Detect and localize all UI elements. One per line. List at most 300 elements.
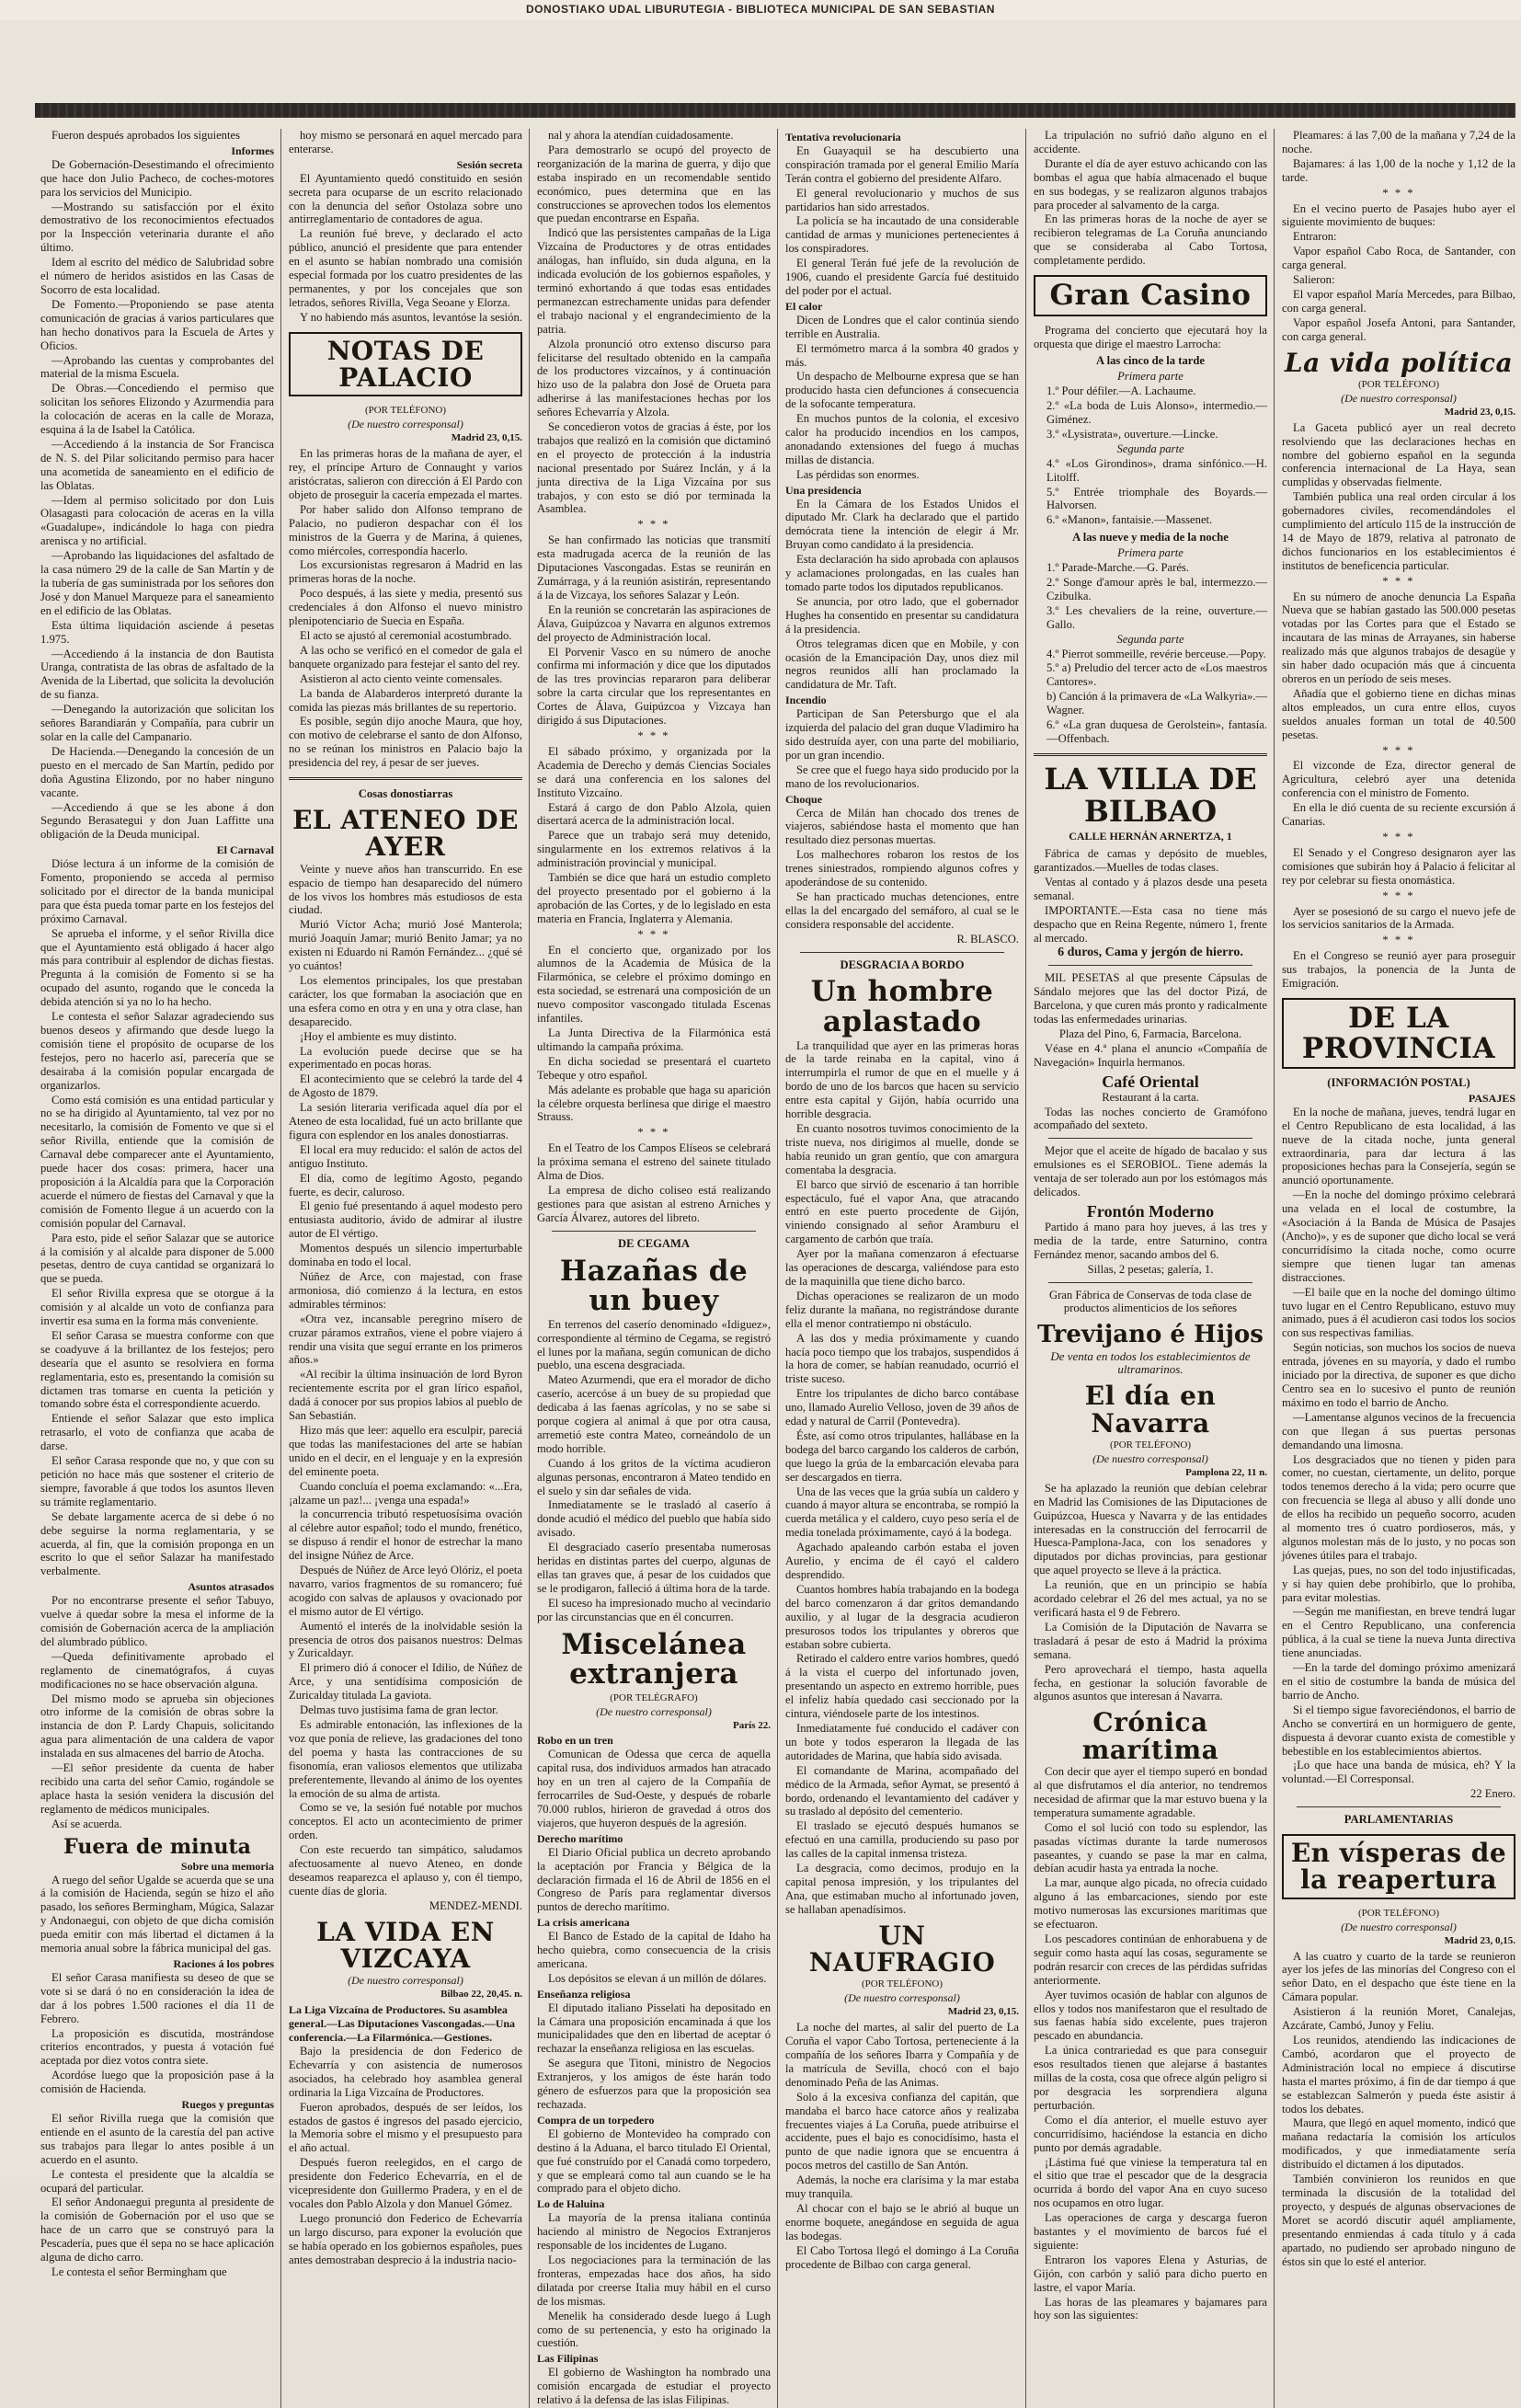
paragraph: Las pérdidas son enormes. [796,467,920,481]
program-item: 3.º «Lysistrata», ouverture.—Lincke. [1046,427,1218,441]
program-item: b) Canción á la primavera de «La Walkyria».—Wagner. [1046,690,1267,717]
paragraph: Los malhechores robaron los restos de los trenes siniestrados, rompiendo algunos cofres y apoderándose de su contenido. [785,848,1019,889]
paragraph: —Idem al permiso solicitado por don Luis Olasagasti para colocación de aceras en la villa «Guadalupe», indicándole lo haga con piedra arenisca y no artificial. [40,493,274,548]
paragraph: La evolución puede decirse que se ha experimentado en pocas horas. [289,1044,522,1072]
paragraph: —Accediendo á la instancia de Sor Francisca de N. S. del Pilar solicitando permiso para hacer una acometida de saneamiento en el edificio de las Oblatas. [40,437,274,492]
program-item: 1.º Pour défiler.—A. Lachaume. [1046,384,1196,398]
signature: MENDEZ-MENDI. [429,1898,522,1912]
subheading: Segunda parte [1116,441,1184,455]
ad-text: MIL PESETAS al que presente Cápsulas de Sándalo mejores que las del doctor Pizá, de Barcelona, y que curen más pronto y radicalmente todas las enfermedades urinarias. [1034,971,1267,1026]
byline: (POR TELÉFONO) [1109,1439,1192,1451]
paragraph: El vapor español María Mercedes, para Bilbao, con carga general. [1282,287,1515,315]
paragraph: De Hacienda.—Denegando la concesión de un puesto en el mercado de San Martín, pedido por doña Agustina Elizondo, por no haber ninguno vacante. [40,744,274,799]
paragraph: Le contesta el señor Salazar agradeciendo sus buenos deseos y afirmando que desde luego la comisión tiene el propósito de ocuparse de los festejos, pero no hacerlo así, parecería que se desairaba á la comisión popular encargada de organizarlos. [40,1010,274,1092]
paragraph: Es posible, según dijo anoche Maura, que hoy, con motivo de celebrarse el santo de don Alfonso, no se reúnan los ministros en Palacio bajo la presidencia del rey, á pesar de ser jueves. [289,715,522,770]
separator: * * * [637,1126,670,1140]
program-item: 5.º Entrée triomphale des Boyards.—Halvorsen. [1046,485,1267,512]
separator: * * * [637,728,670,742]
ad-text: Restaurant á la carta. [1102,1090,1199,1104]
paragraph: El desgraciado caserío presentaba numerosas heridas en distintas partes del cuerpo, algunas de ellas tan graves que, á pesar de los cuidados que se le prodigaron, falleció á última hora de la tarde. [537,1541,771,1595]
section-headline: EL ATENEO DE AYER [292,804,519,863]
subheading: PARLAMENTARIAS [1344,1813,1454,1827]
paragraph: Por haber salido don Alfonso temprano de Palacio, no pudieron despachar con él los ministros de la Guerra y de Marina, á quienes, como miércoles, correspondía hacerlo. [289,502,522,557]
dateline: Madrid 23, 0,15. [451,432,522,444]
paragraph: Si el tiempo sigue favoreciéndonos, el barrio de Ancho se convertirá en un hormiguero de gente, dispuesta á devorar cuanto exista de comestible y bebestible en los establecimientos abiertos. [1282,1703,1515,1758]
separator: * * * [1382,186,1415,200]
paragraph: Esta declaración ha sido aprobada con aplausos y aclamaciones prolongadas, en las cuales han tomado parte todos los diputados republicanos. [785,553,1019,593]
paragraph: Como se ve, la sesión fué notable por muchos conceptos. El acto un acontecimiento de primer orden. [289,1801,522,1842]
paragraph: Del mismo modo se aprueba sin objeciones otro informe de la comisión de obras sobre la instancia de don P. Lardy Chapuis, solicitando agua para alimentación de una caldera de vapor instalada en sus almacenes del barrio de Atocha. [40,1691,274,1760]
paragraph: —En la tarde del domingo próximo amenizará en el sitio de costumbre la banda de música del barrio de Ancho. [1282,1661,1515,1702]
paragraph: Un despacho de Melbourne expresa que se han producido hasta cien defunciones á consecuencia de la sofocante temperatura. [785,370,1019,411]
separator: * * * [637,518,670,532]
ad-text: Sillas, 2 pesetas; galería, 1. [1087,1262,1214,1276]
paragraph: Ayer tuvimos ocasión de hablar con algunos de ellos y todos nos manifestaron que el resultado de sus faenas había sido excelente, pues trajeron pescado en abundancia. [1034,1988,1267,2043]
column-5 [1030,129,1271,2408]
paragraph: —Lamentanse algunos vecinos de la frecuencia con que llegan á sus puertas personas demandando una limosna. [1282,1410,1515,1451]
paragraph: El Ayuntamiento quedó constituido en sesión secreta para ocuparse de un escrito relacionado con la denuncia del señor Ostolaza sobre uno antirreglamentario de contadores de agua. [289,171,522,226]
columns [37,129,1519,2407]
program-item: 4.º «Los Girondinos», drama sinfónico.—H. Litolff. [1046,456,1267,484]
paragraph: Las horas de las pleamares y bajamares para hoy son las siguientes: [1034,2295,1267,2322]
kicker: DESGRACIA A BORDO [840,957,965,971]
subheading: A las cinco de la tarde [1096,354,1205,368]
paragraph: En la reunión se concretarán las aspiraciones de Álava, Guipúzcoa y Navarra en algunos extremos del proyecto de Administración local. [537,602,771,644]
section-headline: El día en Navarra [1084,1381,1217,1439]
ad-title: Café Oriental [1102,1072,1199,1091]
subheading: Compra de un torpedero [537,2113,655,2127]
paragraph: Salieron: [1293,273,1335,287]
section-headline: Gran Casino [1034,275,1267,316]
paragraph: Cuando concluía el poema exclamando: «...Era, ¡alzame un paz!... ¡venga una espada!» [289,1479,522,1507]
program-item: 6.º «La gran duquesa de Gerolstein», fantasía.—Offenbach. [1046,718,1267,745]
paragraph: Poco después, á las siete y media, presentó sus credenciales á don Alfonso el nuevo ministro plenipotenciario de Suecia en España. [289,587,522,628]
section-headline: NOTAS DE PALACIO [289,332,522,397]
paragraph: Entre los tripulantes de dicho barco contábase uno, llamado Aurelio Velloso, joven de 39 años de edad y natural de Carril (Pontevedra). [785,1387,1019,1428]
subheading: El Carnaval [216,843,274,857]
divider [800,952,1004,953]
section-headline: En vísperas de la reapertura [1282,1834,1515,1899]
separator: * * * [1382,889,1415,902]
separator: * * * [1382,574,1415,588]
paragraph: En la Cámara de los Estados Unidos el diputado Mr. Clark ha declarado que el partido demócrata tiene la intención de elegir á Mr. Bruyan como candidato á la presidencia. [785,497,1019,552]
subheading: La Liga Vizcaína de Productores. Su asamblea general.—Las Diputaciones Vascongadas.—Una conferencia.—La Filarmónica.—Gestiones. [289,2003,516,2045]
divider [1048,965,1252,966]
paragraph: Como está comisión es una entidad particular y no se ha dirigido al Ayuntamiento, tal vez por no necesitarlo, la comisión de Fomento ve que si el señor Rivilla, entiende que la comisión de Carnaval debe comparecer ante el Ayuntamiento, puede hacer dos cosas: primera, hacer una proposición á la Alcaldía para que la Corporación acuerde el número de fiestas del Carnaval y que la comisión de Fomento llegue á un acuerdo con la comisión popular del Carnaval. [40,1093,274,1230]
ad-text: Todas las noches concierto de Gramófono acompañado del sexteto. [1034,1105,1267,1132]
paragraph: Delmas tuvo justísima fama de gran lector. [300,1703,498,1717]
paragraph: Dióse lectura á un informe de la comisión de Fomento, proponiendo se acceda al permiso solicitado por el director de la banda municipal para que ésta pueda tomar parte en los festejos del próximo Carnaval. [40,857,274,925]
paragraph: De Gobernación-Desestimando el ofrecimiento que hace don Julio Pacheco, de coches-motores para los servicios del Municipio. [40,157,274,199]
paragraph: Acordóse luego que la proposición pase á la comisión de Hacienda. [40,2069,274,2096]
paragraph: Indicó que las persistentes campañas de la Liga Vizcaína de Productores y de otras entidades análogas, han influído, sin duda alguna, en la indicada evolución de los gobiernos españoles, y terminó exhortando á que todas esas entidades permanezcan estrechamente unidas para defender el trabajo nacional y el engrandecimiento de la patria. [537,226,771,336]
subheading: Segunda parte [1116,632,1184,646]
paragraph: Vapor español Josefa Antoni, para Santander, con carga general. [1282,315,1515,343]
dateline: París 22. [733,1719,771,1731]
ad-tagline: De venta en todos los establecimientos de ultramarinos. [1050,1348,1251,1377]
paragraph: El acto se ajustó al ceremonial acostumbrado. [300,628,512,642]
paragraph: Fueron después aprobados los siguientes [51,129,240,142]
paragraph: «Otra vez, incansable peregrino mísero de cruzar páramos extraños, viene el pobre viajero á rendir una visita que seguí errante en los primeros años.» [289,1312,522,1367]
paragraph: Se anuncia, por otro lado, que el gobernador Hughes ha consentido en presentar su candidatura á la presidencia. [785,594,1019,636]
paragraph: Cuantos hombres había trabajando en la bodega del barco comenzaron á dar gritos demandando auxilio, y al lugar de la desgracia acudieron presurosos todos los tripulantes y obreros que estaban sobre cubierta. [785,1582,1019,1651]
paragraph: Al chocar con el bajo se le abrió al buque un enorme boquete, anegándose en seguida de agua las bodegas. [785,2201,1019,2242]
paragraph: A las ocho se verificó en el comedor de gala el banquete organizado para festejar el santo del rey. [289,643,522,671]
paragraph: Maura, que llegó en aquel momento, indicó que mañana redactaría la comisión los artículos modificados, y que inmediatamente sería distribuído el dictamen á los diputados. [1282,2116,1515,2172]
divider [1034,753,1267,756]
subheading: Una presidencia [785,483,862,497]
paragraph: Entraron los vapores Elena y Asturias, de Gijón, con carbón y salió para dicho puerto en lastre, el vapor María. [1034,2253,1267,2294]
paragraph: Pleamares: á las 7,00 de la mañana y 7,24 de la noche. [1282,129,1515,155]
divider [1048,1138,1252,1139]
paragraph: El local era muy reducido: el salón de actos del antiguo Instituto. [289,1142,522,1170]
paragraph: Éste, así como otros tripulantes, hallábase en la bodega del barco cargando los calderos de carbón, que luego la grúa de la embarcación elevaba para ser descargados en tierra. [785,1428,1019,1484]
byline: (De nuestro corresponsal) [1341,391,1457,405]
paragraph: Se debate largamente acerca de si debe ó no debe seguirse la norma reglamentaria, y se acuerda, al fin, que la comisión proponga en un escrito lo que el señor Salazar ha manifestado verbalmente. [40,1509,274,1578]
subheading: Primera parte [1117,370,1184,384]
paragraph: El diputado italiano Pisselati ha depositado en la Cámara una proposición encaminada á que los municipalidades que den en libertad de aceptar ó rechazar la enseñanza religiosa en las escuelas. [537,2001,771,2056]
paragraph: El genio fué presentando á aquel modesto pero entusiasta auditorio, ávido de admirar al ilustre autor de El vértigo. [289,1199,522,1241]
paragraph: La sesión literaria verificada aquel día por el Ateneo de esta localidad, fué un acto brillante que figura con esplendor en los anales donostiarras. [289,1101,522,1141]
paragraph: El señor Carasa manifiesta su deseo de que se vote si se dará ó no en consideración la idea de dar á los pobres 1.500 raciones el día 11 de Febrero. [40,1970,274,2025]
paragraph: El general Terán fué jefe de la revolución de 1906, cuando el presidente García fué destituido del poder por el actual. [785,257,1019,297]
subheading: La crisis americana [537,1916,630,1930]
byline: (De nuestro corresponsal) [596,1704,712,1718]
subheading: Derecho marítimo [537,1831,623,1845]
paragraph: Murió Víctor Acha; murió José Manterola; murió Joaquín Jamar; murió Benito Jamar; ya no existen ni Eduardo ni Ramón Fernández... ¿qué sé yo cuántos! [289,918,522,973]
subheading: Robo en un tren [537,1734,613,1748]
column-1 [37,129,278,2408]
paragraph: Luego pronunció don Federico de Echevarría un largo discurso, para exponer la evolución que se había operado en los gobiernos españoles, pues antes demostraban desprecio á la industria nacio- [289,2211,522,2266]
paragraph: Así se acuerda. [51,1817,122,1830]
paragraph: En ella le dió cuenta de su reciente excursión á Canarias. [1282,801,1515,829]
paragraph: Inmediatamente se le trasladó al caserío á donde acudió el médico del pueblo que había sido avisado. [537,1498,771,1540]
paragraph: Esta última liquidación asciende á pesetas 1.975. [40,618,274,646]
paragraph: Añadía que el gobierno tiene en dichas minas altos empleados, un cura entre ellos, cuyos sueldos anuales forman un total de 40.500 pesetas. [1282,686,1515,741]
paragraph: El Senado y el Congreso designaron ayer las comisiones que subirán hoy á Palacio á felicitar al rey por celebrar su fiesta onomástica. [1282,845,1515,887]
paragraph: Es admirable entonación, las inflexiones de la voz que ponía de relieve, las gradaciones del tono del poema y hasta las contracciones de su fisonomía, eran valiosos elementos que utilizaba preferentemente, llevando al ánimo de los oyentes la emoción de su alma de artista. [289,1718,522,1800]
subheading: Asuntos atrasados [188,1580,274,1594]
paragraph: nal y ahora la atendían cuidadosamente. [548,129,734,142]
byline: (POR TELÉFONO) [1357,378,1440,390]
divider [552,1231,756,1232]
paragraph: En dicha sociedad se presentará el cuarteto Tebeque y otro español. [537,1054,771,1082]
paragraph: La reunión, que en un principio se había acordado celebrar el 26 del mes actual, ya no se verificará hasta el 9 de Febrero. [1034,1578,1267,1620]
dateline: Bilbao 22, 20,45. n. [440,1989,522,2001]
program-item: 5.º a) Preludio del tercer acto de «Los maestros Cantores». [1046,661,1267,689]
paragraph: Asistieron al acto ciento veinte comensales. [300,671,503,685]
section-headline: UN NAUFRAGIO [808,1920,996,1978]
paragraph: Y no habiendo más asuntos, levantóse la sesión. [300,310,522,324]
paragraph: Le contesta el señor Bermingham que [51,2265,227,2278]
paragraph: También publica una real orden circular á los gobernadores civiles, recomendándoles el cumplimiento del artículo 115 de la instrucción de 14 de Mayo de 1879, relativa al patronato de dichos funcionarios en los establecimientos é institutos de beneficencia particular. [1282,490,1515,572]
paragraph: Para demostrarlo se ocupó del proyecto de reorganización de la marina de guerra, y dijo que estaba inspirado en un recomendable sentido económico, pues determina que en las construcciones se aprovechen todos los elementos que puedan encontrarse en España. [537,143,771,225]
kicker: Cosas donostiarras [358,787,453,801]
paragraph: El general revolucionario y muchos de sus partidarios han sido arrestados. [785,186,1019,213]
paragraph: Con decir que ayer el tiempo superó en bondad al que disfrutamos el día anterior, no tendremos necesidad de afirmar que la mar estuvo buena y la temperatura sumamente agradable. [1034,1765,1267,1819]
paragraph: Pero aprovechará el tiempo, hasta aquella fecha, en gestionar la solución favorable de algunos asuntos que interesan á Navarra. [1034,1662,1267,1703]
paragraph: Bajamares: á las 1,00 de la noche y 1,12 de la tarde. [1282,156,1515,184]
paragraph: En el Congreso se reunió ayer para proseguir sus trabajos, la ponencia de la Junta de Emigración. [1282,949,1515,991]
paragraph: Se concedieron votos de gracias á éste, por los trabajos que realizó en la comisión que dictaminó en el proyecto de protección á la industria nacional presentado por Suárez Inclán, y á la junta directiva de la Liga Vizcaína por sus trabajos, y con esto se dió por terminada la Asamblea. [537,420,771,516]
paragraph: Una de las veces que la grúa subía un caldero y cuando á mayor altura se encontraba, se rompió la cuerda metálica y el caldero, cuyo peso sería el de media tonelada próximamente, cayó á la bodega. [785,1485,1019,1540]
subheading: Sobre una memoria [180,1859,274,1873]
paragraph: La desgracia, como decimos, produjo en la capital penosa impresión, y los tripulantes del Ana, que estimaban mucho al infortunado joven, se hallaban apenadísimos. [785,1862,1019,1916]
subheading: Las Filipinas [537,2352,599,2366]
kicker: DE CEGAMA [617,1236,690,1250]
ad-text: Partido á mano para hoy jueves, á las tres y media de la tarde, entre Saturnino, contra Fernández menor, sacando ambos del 6. [1034,1220,1267,1261]
paragraph: «Al recibir la última insinuación de lord Byron recientemente escrita por el gran lírico español, dadá á conocer por sus propios labios al pueblo de San Sebastián. [289,1368,522,1423]
paragraph: El primero dió á conocer el Idilio, de Núñez de Arce, y una sentidísima composición de Zuricalday titulada La gaviota. [289,1661,522,1703]
paragraph: Los desgraciados que no tienen y piden para comer, no cuestan, ciertamente, un delito, porque todos tenemos derecho á la vida; pero ocurre que con frecuencia se llega al abuso y allí donde uno de ellos ha recibido un pequeño socorro, acuden al momento tres ó cuatro pordioseros, más, y algunos molestan más de lo justo, y no pocas son jóvenes útiles para el trabajo. [1282,1452,1515,1562]
paragraph: En cuanto nosotros tuvimos conocimiento de la triste nueva, nos dirigimos al muelle, donde se había reunido un gran gentío, que con amargura comentaba la desgracia. [785,1122,1019,1176]
column-2 [285,129,526,2408]
divider [1297,1806,1501,1807]
paragraph: 22 Enero. [1470,1787,1515,1801]
subheading: El calor [785,299,823,313]
paragraph: Se cree que el fuego haya sido producido por la mano de los revolucionarios. [785,763,1019,790]
dateline: Madrid 23, 0,15. [1444,1934,1515,1946]
paragraph: El sábado próximo, y organizada por la Academia de Derecho y demás Ciencias Sociales se dará una conferencia en los salones del Instituto Vizcaíno. [537,744,771,799]
subheading: Tentativa revolucionaria [785,131,901,143]
paragraph: Después de Núñez de Arce leyó Olóriz, el poeta navarro, varios fragmentos de su romancero; fué acogido con salvas de aplausos y ovacionado por el mismo autor de El vértigo. [289,1564,522,1618]
paragraph: Inmediatamente fué conducido el cadáver con un bote y todos esperaron la llegada de las autoridades de Marina, que había sido avisada. [785,1721,1019,1762]
divider [1048,1282,1252,1283]
paragraph: Con este recuerdo tan simpático, saludamos afectuosamente al nuevo Ateneo, en donde deseamos reaparezca el aplauso y, con él tiempo, cuente días de gloria. [289,1843,522,1898]
paragraph: Le contesta el presidente que la alcaldía se ocupará del particular. [40,2167,274,2195]
program-item: 1.º Parade-Marche.—G. Parés. [1046,561,1189,575]
paragraph: El Porvenir Vasco en su número de anoche confirma mi información y dice que los diputados de las tres provincias repararon para deliberar sobre la carta circular que los representantes en Cortes de Álava, Guipúzcoa y Vizcaya han dirigido á sus Diputaciones. [537,645,771,728]
column-6 [1278,129,1519,2408]
paragraph: Bajo la presidencia de don Federico de Echevarría y con asistencia de numerosos asociados, ha celebrado hoy asamblea general ordinaria la Liga Vizcaína de Productores. [289,2045,522,2099]
paragraph: Asistieron á la reunión Moret, Canalejas, Azcárate, Cambó, Junoy y Feliu. [1282,2005,1515,2033]
paragraph: Cerca de Milán han chocado dos trenes de viajeros, sabiéndose hasta el momento que han resultado diez personas muertas. [785,806,1019,847]
paragraph: En la noche de mañana, jueves, tendrá lugar en el Centro Republicano de esta localidad, á las nueve de la citada noche, junta general extraordinaria, para dar lectura á las proposiciones hechas para la Consejería, según se anunció oportunamente. [1282,1105,1515,1187]
paragraph: Veinte y nueve años han transcurrido. En ese espacio de tiempo han desaparecido del número de los vivos los hombres más estudiosos de esta ciudad. [289,862,522,917]
paragraph: La empresa de dicho coliseo está realizando gestiones para que asistan al estreno Arniches y García Álvarez, autores del libreto. [537,1183,771,1224]
paragraph: Las operaciones de carga y descarga fueron bastantes y el movimiento de barcos fué el siguiente: [1034,2211,1267,2252]
paragraph: El señor Andonaegui pregunta al presidente de la comisión de Gobernación por el uso que se hace de un carro que se construyó para la Pescadería, pues que él sepa no se hace aplicación alguna de dicho carro. [40,2196,274,2265]
section-headline: Hazañas de un buey [559,1254,749,1318]
paragraph: Vapor español Cabo Roca, de Santander, con carga general. [1282,245,1515,272]
program-item: 2.º Songe d'amour après le bal, intermezzo.—Czibulka. [1046,576,1267,602]
paragraph: —Denegando la autorización que solicitan los señores Barandiarán y Compañía, para cubrir un solar en la calle del Campanario. [40,703,274,743]
section-headline: Crónica marítima [1081,1707,1219,1765]
paragraph: En terrenos del caserío denominado «Idiguez», correspondiente al término de Cegama, se registró el lunes por la mañana, según comunican de dicho pueblo, una escena desgraciada. [537,1317,771,1372]
ad-title: Trevijano é Hijos [1037,1321,1264,1349]
program-item: 6.º «Manon», fantaisie.—Massenet. [1046,513,1213,527]
byline: (De nuestro corresponsal) [844,1991,960,2005]
paragraph: Se aprueba el informe, y el señor Rivilla dice que el Ayuntamiento está obligado á hacer algo más para contribuir al esplendor de dichas fiestas. Pregunta á la comisión de Fomento si se ha ocupado del asunto, rogando que le conceda la debida atención si ya no lo ha hecho. [40,926,274,1009]
paragraph: En el concierto que, organizado por los alumnos de la Academia de Música de la Filarmónica, se celebre el próximo domingo en esta sociedad, se estrenará una composición de un nuevo compositor vascongado titulada Escenas infantiles. [537,943,771,1026]
byline: (De nuestro corresponsal) [1092,1452,1208,1466]
paragraph: Además, la noche era clarísima y la mar estaba muy tranquila. [785,2173,1019,2201]
byline: (POR TELÉFONO) [861,1978,943,1990]
paragraph: ¡Lástima fué que viniese la temperatura tal en el sitio que trae el pescador que de la desgracia ocurrida á bordo del vapor Ana en cuyo suceso nos ocupamos en otro lugar. [1034,2155,1267,2210]
paragraph: —Aprobando las cuentas y comprobantes del material de la misma Escuela. [40,353,274,381]
paragraph: El comandante de Marina, acompañado del médico de la Armada, señor Aymat, se presentó á bordo, ordenando el levantamiento del cadáver y su traslado al depósito del cementerio. [785,1763,1019,1818]
paragraph: Momentos después un silencio imperturbable dominaba en todo el local. [289,1242,522,1269]
subheading: Ruegos y preguntas [181,2098,274,2112]
paragraph: El Diario Oficial publica un decreto aprobando la aceptación por Francia y Bélgica de la declaración firmada el 16 de Abril de 1856 en el Congreso de París para reglamentar diversos puntos de derecho marítimo. [537,1845,771,1914]
masthead-rule [35,103,1515,118]
paragraph: Parece que un trabajo será muy detenido, singularmente en los extremos relativos á la administración provincial y municipal. [537,829,771,870]
paragraph: Después fueron reelegidos, en el cargo de presidente don Federico Echevarría, en el de vicepresidente don Guillermo Pradera, y en el de vocales don Pablo Alzola y don Manuel Gómez. [289,2156,522,2210]
paragraph: La reunión fué breve, y declarado el acto público, anunció el presidente que para entender en el asunto se habían nombrado una comisión especial formada por los cuatro presidentes de las permanentes, y por los concejales que son letrados, señores Rivilla, Vega Seoane y Elorza. [289,227,522,309]
paragraph: La Comisión de la Diputación de Navarra se trasladará á pesar de esto á Madrid la próxima semana. [1034,1620,1267,1661]
section-headline: Miscelánea extranjera [561,1627,747,1691]
ad-text: Véase en 4.ª plana el anuncio «Compañía de Navegación» Inquirla hermanos. [1034,1041,1267,1069]
ad-text: Plaza del Pino, 6, Farmacia, Barcelona. [1058,1027,1242,1041]
separator: * * * [1382,830,1415,843]
paragraph: Programa del concierto que ejecutará hoy la orquesta que dirige el maestro Larrocha: [1034,323,1267,350]
paragraph: —En la noche del domingo próximo celebrará una velada en el local de costumbre, la «Asociación á la Banda de Música de Pasajes (Ancho)», y es de suponer que dicho local se verá concurridísimo la citada noche, como ocurre siempre que tienen lugar tan amenas distracciones. [1282,1188,1515,1284]
section-headline: LA VIDA EN VIZCAYA [316,1916,495,1975]
paragraph: ¡Hoy el ambiente es muy distinto. [300,1029,457,1043]
paragraph: —Accediendo á la instancia de don Bautista Uranga, contratista de las obras de asfaltado de la Avenida de la Libertad, que solicita la devolución de su fianza. [40,647,274,702]
subheading: (INFORMACIÓN POSTAL) [1327,1076,1470,1090]
paragraph: La mar, aunque algo picada, no ofrecía cuidado alguno á las embarcaciones, siendo por este motivo numerosas las excursiones marítimas que se efectuaron. [1034,1876,1267,1932]
paragraph: Ayer por la mañana comenzaron á efectuarse las operaciones de descarga, valiéndose para esto de la maquinilla que tiene dicho barco. [785,1247,1019,1288]
paragraph: Se han practicado muchas detenciones, entre ellas la del encargado del semáforo, al cual se le considera responsable del accidente. [785,889,1019,931]
paragraph: Para esto, pide el señor Salazar que se autorice á la comisión y al alcalde para disponer de 5.000 pesetas, dentro de cuya cantidad se organizará lo que se pueda. [40,1231,274,1286]
dateline: Madrid 23, 0,15. [947,2006,1019,2018]
subheading: PASAJES [1468,1091,1515,1105]
paragraph: El día, como de legítimo Agosto, pegando fuerte, es decir, caluroso. [289,1171,522,1198]
ad-address: CALLE HERNÁN ARNERTZA, 1 [1069,830,1232,843]
paragraph: Agachado apaleando carbón estaba el joven Aurelio, y encima de él cayó el caldero desprendido. [785,1541,1019,1581]
subheading: Enseñanza religiosa [537,1987,631,2001]
paragraph: El Cabo Tortosa llegó el domingo á La Coruña procedente de Bilbao con carga general. [785,2243,1019,2271]
paragraph: El señor Carasa se muestra conforme con que se coadyuve á la brillantez de los festejos; pero desearía que el asunto se resolviera en forma reglamentaria, esto es, presentando la comisión su dictamen tras tomarse en cuenta la petición y tomando sobre ésta el correspondiente acuerdo. [40,1328,274,1411]
paragraph: El señor Rivilla expresa que se otorgue á la comisión y al alcalde un voto de confianza para invertir esa suma en la forma más conveniente. [40,1287,274,1328]
byline: (De nuestro corresponsal) [1341,1920,1457,1933]
paragraph: Se asegura que Titoni, ministro de Negocios Extranjeros, y los amigos de éste harán todo género de esfuerzos para que la proposición sea rechazada. [537,2057,771,2111]
subheading: Choque [785,792,823,806]
subheading: Sesión secreta [456,157,522,171]
paragraph: Aumentó el interés de la inolvidable sesión la presencia de otros dos paisanos nuestros: Delmas y Zuricaldayr. [289,1619,522,1660]
paragraph: Idem al escrito del médico de Salubridad sobre el número de heridos asistidos en las Casas de Socorro de esta localidad. [40,256,274,296]
paragraph: Los negociaciones para la terminación de las fronteras, empezadas hace dos años, ha sido dilatada por creerse Italia muy hábil en el curso de los mismas. [537,2253,771,2308]
byline: (De nuestro corresponsal) [348,1974,463,1988]
ad-text: Fábrica de camas y depósito de muebles, garantizados.—Muelles de todas clases. [1034,847,1267,875]
paragraph: —El baile que en la noche del domingo último tuvo lugar en el Centro Republicano, estuvo muy animado, pues á él acudieron casi todos los socios con sus respectivas familias. [1282,1285,1515,1340]
ad-title: LA VILLA DE BILBAO [1044,761,1257,830]
paragraph: Estará á cargo de don Pablo Alzola, quien disertará acerca de la administración local. [537,800,771,828]
paragraph: A las dos y media próximamente y cuando hacía poco tiempo que los trabajos, suspendidos á la hora de comer, se habían reanudado, ocurrió el triste suceso. [785,1331,1019,1386]
paragraph: Durante el día de ayer estuvo achicando con las bombas el agua que había almacenado el buque en sus bodegas, y se realizaron algunos trabajos para proceder al salvamento de la carga. [1034,156,1267,212]
separator: * * * [637,927,670,941]
paragraph: El señor Rivilla ruega que la comisión que entiende en el asunto de la carestía del pan active sus trabajos para llegar lo antes posible á un acuerdo en el asunto. [40,2111,274,2166]
paragraph: Los pescadores continúan de enhorabuena y de seguir como hasta aquí las cosas, seguramente se podrán resarcir con creces de las pérdidas sufridas anteriormente. [1034,1932,1267,1987]
separator: * * * [1382,934,1415,947]
paragraph: En Guayaquil se ha descubierto una conspiración tramada por el general Emilio María Terán contra el gobierno del presidente Alfaro. [785,143,1019,185]
paragraph: En el vecino puerto de Pasajes hubo ayer el siguiente movimiento de buques: [1282,201,1515,229]
paragraph: Entiende el señor Salazar que esto implica retrasarlo, el voto de confianza que acaba de darse. [40,1412,274,1453]
ad-title: Frontón Moderno [1086,1202,1215,1221]
paragraph: Mateo Azurmendi, que era el morador de dicho caserío, acercóse á un buey de su propiedad que dedicaba á las faenas agrícolas, y no se sabe si porque cogiera al animal á que por otra causa, arremetió este contra Mateo, corneándolo de un modo horrible. [537,1373,771,1455]
paragraph: Las quejas, pues, no son del todo injustificadas, y si hay quien debe prohibirlo, que lo prohiba, para evitar molestias. [1282,1563,1515,1604]
paragraph: Los excursionistas regresaron á Madrid en las primeras horas de la noche. [289,558,522,586]
paragraph: El Banco de Estado de la capital de Idaho ha hecho quiebra, como consecuencia de la crisis americana. [537,1930,771,1970]
paragraph: La banda de Alabarderos interpretó durante la comida las piezas más brillantes de su repertorio. [289,686,522,714]
paragraph: Menelik ha considerado desde luego á Lugh como de su pertenencia, y esto ha originado la cuestión. [537,2309,771,2350]
paragraph: Ayer se posesionó de su cargo el nuevo jefe de los servicios sanitarios de la Armada. [1282,904,1515,932]
paragraph: En el Teatro de los Campos Elíseos se celebrará la próxima semana el estreno del sainete titulado Alma de Dios. [537,1141,771,1183]
byline: (POR TELÉGRAFO) [610,1691,698,1703]
paragraph: La Junta Directiva de la Filarmónica está ultimando la campaña próxima. [537,1026,771,1053]
paragraph: —Aprobando las liquidaciones del asfaltado de la casa número 29 de la calle de San Martín y de la tubería de gas suministrada por los señores don José y don Manuel Marqueze para el saneamiento en el edificio de las Oblatas. [40,549,274,617]
paragraph: Comunican de Odessa que cerca de aquella capital rusa, dos individuos armados han atracado hoy en un tren al cajero de la Compañía de ferrocarriles de Sud-Oeste, y después de robarle 70.000 rublos, hirieron de gravedad á otros dos viajeros, que huyeron después de la agresión. [537,1748,771,1829]
paragraph: De Fomento.—Proponiendo se pase atenta comunicación de gracias á varios particulares que han hecho donativos para la Escuela de Artes y Oficios. [40,297,274,352]
program-item: 2.º «La boda de Luis Alonso», intermedio.—Giménez. [1046,399,1267,427]
paragraph: De Obras.—Concediendo el permiso que solicitan los señores Elizondo y Azurmendia para la colocación de aceras en la calle de Moraza, esquina á la de Isabel la Católica. [40,382,274,437]
column-3 [533,129,774,2408]
signature: R. BLASCO. [956,932,1019,946]
paragraph: En muchos puntos de la colonia, el excesivo calor ha producido incendios en los campos, anonadando extensiones del fuego á muchas millas de distancia. [785,412,1019,466]
paragraph: —Queda definitivamente aprobado el reglamento de cinematógrafos, á cuyas modificaciones no se hace observación alguna. [40,1649,274,1691]
paragraph: La tranquilidad que ayer en las primeras horas de la tarde reinaba en la capital, vino á interrumpirla el rumor de que en el muelle y á bordo de uno de los barcos que hacen su servicio entre esta capital y Gijón, había ocurrido una horrible desgracia. [785,1038,1019,1121]
paragraph: Alzola pronunció otro extenso discurso para felicitarse del resultado obtenido en la campaña de los productores vizcaínos, y á continuación hizo uso de la palabra don José de Orueta para adherirse á las manifestaciones hechas por los señores Echevarría y Alzola. [537,337,771,419]
ad-text: Gran Fábrica de Conservas de toda clase de productos alimenticios de los señores [1049,1288,1252,1315]
paragraph: la concurrencia tributó respetuosísima ovación al célebre autor español; todo el mundo, frenético, se dispuso á rendir el honor de estrechar la mano del insigne Núñez de Arce. [289,1508,522,1563]
paragraph: Entraron: [1293,230,1337,244]
paragraph: Se ha aplazado la reunión que debían celebrar en Madrid las Comisiones de las Diputaciones de Guipúzcoa, Huesca y Navarra y de las entidades interesadas en la construcción del ferrocarril de Huesca-Pamplona-Jaca, con los senadores y diputados por dichas provincias, para gestionar que aquel proyecto se lleve á la práctica. [1034,1481,1267,1577]
paragraph: Según noticias, son muchos los socios de nueva entrada, jóvenes en su mayoría, y dado el rumbo iniciado por la directiva, de suponer es que dicho Centro sea en lo sucesivo el punto de reunión máximo en todo el barrio de Ancho. [1282,1341,1515,1409]
section-headline: La vida política [1284,347,1514,378]
ad-text: Ventas al contado y á plazos desde una peseta semanal. [1034,875,1267,902]
paragraph: También convinieron los reunidos en que terminada la discusión de la totalidad del proyecto, y después de algunas observaciones de Moret se acordó discutir aquél ampliamente, presentando enmiendas á cada título y á cada apartado, no pudiendo ser aprobado ninguno de éstos sin que lo esté el anterior. [1282,2173,1515,2268]
paragraph: Solo á la excesiva confianza del capitán, que mandaba el barco hace catorce años y realizaba frecuentes viajes á La Coruña, puede atribuirse el accidente, pues el bajo es conocidísimo, hasta el punto de que nadie ignora que se encuentra á pocos metros del castillo de San Antón. [785,2090,1019,2173]
separator: * * * [1382,743,1415,757]
paragraph: La proposición es discutida, mostrándose criterios encontrados, y puesta á votación fué aceptada por diez votos contra siete. [40,2026,274,2068]
byline: (POR TELÉFONO) [364,405,447,417]
paragraph: Más adelante es probable que haga su aparición la célebre orquesta berlinesa que dirige el maestro Strauss. [537,1083,771,1124]
paragraph: La noche del martes, al salir del puerto de La Coruña el vapor Cabo Tortosa, perteneciente á la compañía de los señores Ibarra y Compañía y de la matrícula de Sevilla, chocó con el bajo denominado Peña de las Animas. [785,2021,1019,2089]
paragraph: En las primeras horas de la mañana de ayer, el rey, el príncipe Arturo de Connaught y varios aristócratas, salieron con dirección á El Pardo con objeto de proseguir la cacería empezada el martes. [289,447,522,501]
paragraph: Los elementos principales, los que prestaban carácter, los que formaban la asociación que en una esfera como en otra y en una y otra clase, han desaparecido. [289,973,522,1028]
paragraph: El traslado se ejecutó después humanos se efectuó en una camilla, produciendo su paso por las calles de la capital inmensa tristeza. [785,1819,1019,1861]
byline: (POR TELÉFONO) [1357,1907,1440,1919]
paragraph: Núñez de Arce, con majestad, con frase armoniosa, dió comienzo á la lectura, en estos admirables términos: [289,1270,522,1311]
paragraph: El gobierno de Montevideo ha comprado con destino á la Aduana, el barco titulado El Oriental, que fué construído por el Canadá como torpedero, y que se empleará como tal aun cuando se le ha comprado para el objeto dicho. [537,2127,771,2196]
paragraph: Hizo más que leer: aquello era esculpir, pareciá que todas las manifestaciones del arte se habían unido en el decir, en el lenguaje y en la expresión del eminente poeta. [289,1423,522,1478]
subheading: Incendio [785,694,827,707]
paragraph: En las primeras horas de la noche de ayer se recibieron telegramas de La Coruña anunciando que se consideraba al Cabo Tortosa, completamente perdido. [1034,212,1267,268]
ad-text: Mejor que el aceite de hígado de bacalao y sus emulsiones es el SEROBIOL. Tiene además la ventaja de ser tolerado aun por los estómagos más delicados. [1034,1144,1267,1199]
dateline: Pamplona 22, 11 n. [1185,1466,1267,1478]
paragraph: El acontecimiento que se celebró la tarde del 4 de Agosto de 1879. [289,1072,522,1100]
paragraph: Los depósitos se elevan á un millón de dólares. [548,1971,767,1985]
paragraph: El suceso ha impresionado mucho al vecindario por las circunstancias que en él concurren. [537,1596,771,1623]
paragraph: Como el día anterior, el muelle estuvo ayer concurridísimo, haciéndose la estancia en dicho punto por demás agradable. [1034,2113,1267,2154]
paragraph: Retirado el caldero entre varios hombres, quedó á la vista el cuerpo del infortunado joven, presentando un aspecto en extremo horrible, pues el infeliz había quedado casi seccionado por la cintura, viéndosele parte de los intestinos. [785,1652,1019,1721]
paragraph: La tripulación no sufrió daño alguno en el accidente. [1034,129,1267,155]
paragraph: El señor Carasa responde que no, y que con su petición no hace más que sostener el criterio de siempre, favorable á que todos los asuntos lleven su trámite reglamentario. [40,1454,274,1508]
paragraph: El vizconde de Eza, director general de Agricultura, celebró ayer una detenida conferencia con el ministro de Fomento. [1282,759,1515,800]
ad-offer: 6 duros, Cama y jergón de hierro. [1058,945,1243,959]
subheading: Raciones á los pobres [173,1957,274,1970]
archive-header: DONOSTIAKO UDAL LIBURUTEGIA - BIBLIOTECA MUNICIPAL DE SAN SEBASTIAN [0,0,1521,20]
byline: (De nuestro corresponsal) [348,418,463,431]
paragraph: —Accediendo á que se les abone á don Segundo Berasategui y don Juan Laffitte una obligación de la Deuda municipal. [40,800,274,842]
paragraph: El termómetro marca á la sombra 40 grados y más. [785,341,1019,369]
program-item: 4.º Pierrot sommeille, revérie berceuse.—Popy. [1046,647,1266,660]
paragraph: La única contrariedad es que para conseguir esos resultados tienen que alejarse á bastantes millas de la costa, cosa que ofrece algún peligro si por desgracia les sorprendiera alguna perturbación. [1034,2044,1267,2112]
paragraph: hoy mismo se personará en aquel mercado para enterarse. [289,129,522,155]
paragraph: La Gaceta publicó ayer un real decreto resolviendo que las declaraciones hechas en nombre del gobierno español en la segunda conferencia internacional de La Haya, sean cumplidas y observadas fielmente. [1282,420,1515,489]
ad-text: IMPORTANTE.—Esta casa no tiene más despacho que en Reina Regente, número 1, frente al mercado. [1034,903,1267,945]
